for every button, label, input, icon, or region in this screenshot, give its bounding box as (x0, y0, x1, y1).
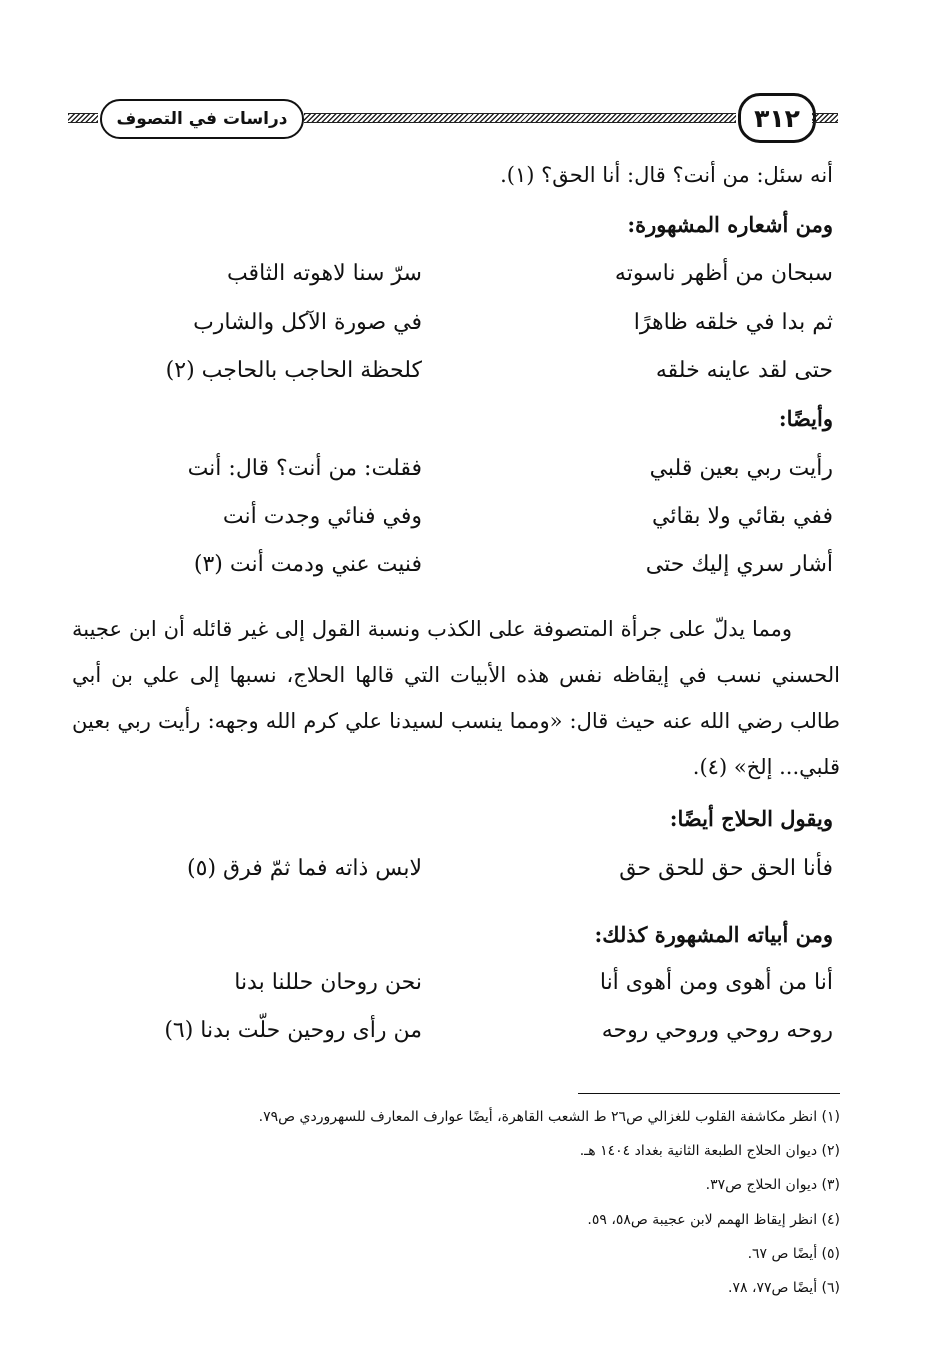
verse-second-hemistich: نحن روحان حللنا بدنا (234, 970, 422, 995)
section-intro: ويقول الحلاج أيضًا: (669, 806, 833, 831)
header-ornament-right (812, 113, 838, 123)
verse-second-hemistich: كلحظة الحاجب بالحاجب (٢) (165, 358, 422, 383)
page-number: ٣١٢ (754, 103, 800, 133)
section-intro: ومن أشعاره المشهورة: (627, 212, 833, 237)
verse-second-hemistich: في صورة الآكل والشارب (193, 310, 422, 335)
body-paragraph (72, 606, 840, 790)
running-title (100, 99, 304, 139)
verse-second-hemistich: فقلت: من أنت؟ قال: أنت (187, 456, 422, 481)
verse-first-hemistich: ثم بدا في خلقه ظاهرًا (633, 310, 833, 335)
footnote-separator (578, 1093, 840, 1094)
verse-first-hemistich: فأنا الحق حق للحق حق (619, 856, 833, 881)
verse-second-hemistich: لابس ذاته فما ثمّ فرق (٥) (187, 856, 422, 881)
footnote: (٦) أيضًا ص٧٧، ٧٨. (728, 1280, 840, 1296)
verse-first-hemistich: روحه روحي وروحي روحه (601, 1018, 833, 1043)
verse-first-hemistich: حتى لقد عاينه خلقه (655, 358, 833, 383)
section-intro: ومن أبياته المشهورة كذلك: (594, 922, 833, 947)
footnote: (١) انظر مكاشفة القلوب للغزالي ص٢٦ ط الشعب القاهرة، أيضًا عوارف المعارف للسهروردي ص٧٩. (258, 1109, 840, 1125)
book-title: دراسات في التصوف (116, 109, 288, 129)
section-intro: وأيضًا: (778, 406, 833, 431)
page-number-badge (738, 93, 816, 143)
verse-second-hemistich: فنيت عني ودمت أنت (٣) (193, 552, 422, 577)
verse-first-hemistich: رأيت ربي بعين قلبي (649, 456, 833, 481)
text-line: أنه سئل: من أنت؟ قال: أنا الحق؟ (١). (500, 163, 833, 187)
verse-first-hemistich: أنا من أهوى ومن أهوى أنا (599, 970, 833, 995)
verse-first-hemistich: أشار سري إليك حتى (645, 552, 833, 577)
paragraph-text: ومما يدلّ على جرأة المتصوفة على الكذب ونسبة القول إلى غير قائله أن ابن عجيبة الحسني نسب في إيقاظه نفس هذه الأبيات التي قالها الحلاج، نسبها إلى علي بن أبي طالب رضي الله عنه حيث قال: «ومما ينسب لسيدنا علي كرم الله وجهه: رأيت ربي بعين قلبي... إلخ» (٤). (72, 617, 840, 779)
footnote: (٢) ديوان الحلاج الطبعة الثانية بغداد ١٤٠٤ هـ. (579, 1143, 840, 1159)
verse-second-hemistich: من رأى روحين حلّت بدنا (٦) (164, 1018, 422, 1043)
header-ornament-left (68, 113, 98, 123)
page-header (68, 93, 838, 141)
footnote: (٤) انظر إيقاظ الهمم لابن عجيبة ص٥٨، ٥٩. (587, 1212, 840, 1228)
footnote: (٥) أيضًا ص ٦٧. (747, 1246, 840, 1262)
footnote: (٣) ديوان الحلاج ص٣٧. (705, 1177, 840, 1193)
verse-second-hemistich: وفي فنائي وجدت أنت (222, 504, 422, 529)
verse-second-hemistich: سرّ سنا لاهوته الثاقب (226, 261, 422, 286)
verse-first-hemistich: ففي بقائي ولا بقائي (652, 504, 833, 529)
verse-first-hemistich: سبحان من أظهر ناسوته (614, 261, 833, 286)
header-ornament-middle (304, 113, 736, 123)
